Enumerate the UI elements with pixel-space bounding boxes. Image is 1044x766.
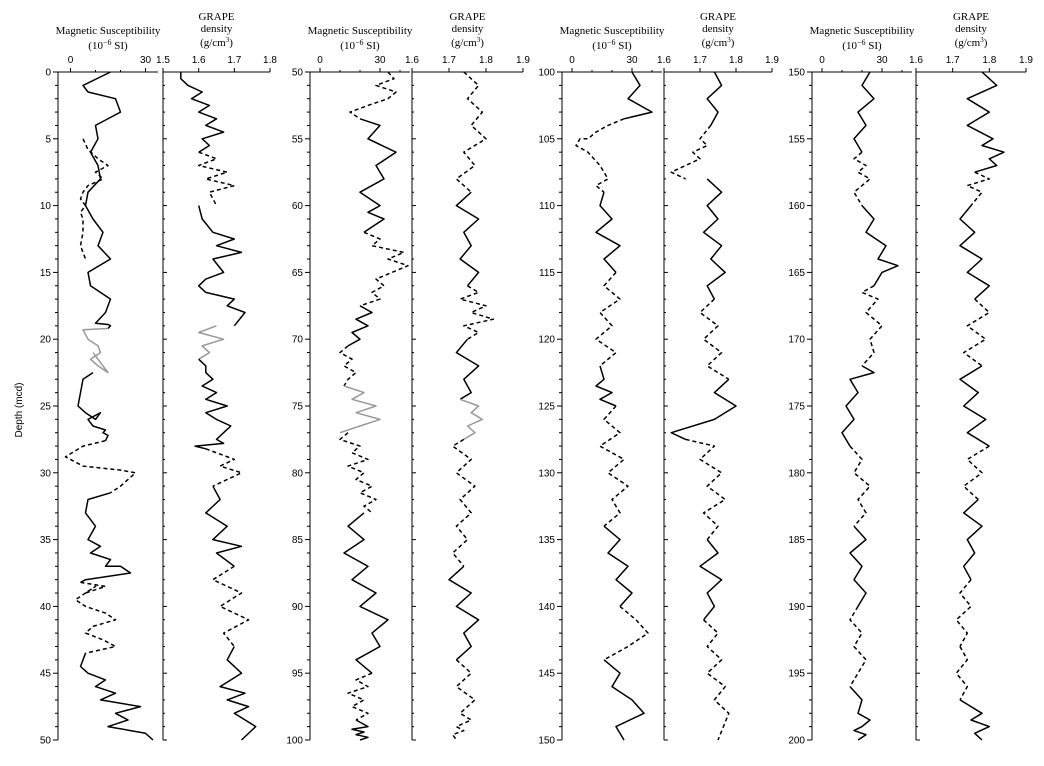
series-line-2-dashed [671,125,711,178]
series-line-3-solid [704,179,726,299]
depth-tick-label: 40 [39,601,51,613]
series-line-8-dashed [453,660,475,740]
series-line-6-dashed [600,406,628,526]
depth-tick-label: 160 [788,201,805,213]
x-tick-label: 30 [876,55,888,66]
series-line-9-solid [850,687,870,740]
panel-6 [657,11,779,740]
unit-sup: −6 [102,37,112,47]
unit-end: ) [730,37,735,49]
depth-tick-label: 150 [538,735,555,747]
series-line-6-dashed [206,449,242,486]
series-line-3-dashed [360,232,408,305]
series-line-1-solid [854,72,874,152]
depth-tick-label: 15 [39,267,51,279]
depth-tick-label: 115 [539,267,555,279]
series-line-1-dashed [350,72,396,119]
panel-title: Magnetic Susceptibility [55,25,161,37]
depth-tick-label: 120 [538,334,555,346]
series-line-2-dashed [854,152,870,205]
series-line-2-solid [456,192,478,286]
unit-sup: −6 [354,37,364,47]
x-tick-label: 1.6 [405,55,419,66]
depth-tick-label: 70 [291,334,303,346]
series-line-3-solid [862,206,898,286]
panel-unit [451,36,484,49]
series-line-2-dashed [199,152,235,205]
series-line-3-solid [960,206,989,300]
series-line-4-solid [78,373,108,441]
panel-unit [88,38,128,53]
series-line-7-solid [604,526,632,606]
series-line-8-solid [81,653,154,740]
series-line-5-solid [460,399,482,439]
depth-tick-label: 175 [788,401,805,413]
depth-tick-label: 150 [788,67,805,79]
x-tick-label: 1.9 [765,55,779,66]
depth-tick-label: 145 [538,668,555,680]
panel-2 [156,11,277,740]
series-line-1-solid [181,72,224,152]
series-line-8-dashed [604,606,648,659]
panel-unit [340,38,380,53]
panels [40,11,1034,747]
series-line-9-solid [604,660,644,740]
series-line-6-dashed [850,446,870,526]
series-line-4-dashed [964,299,990,366]
panel-subtitle: density [702,23,734,35]
unit-base: (10 [592,40,607,52]
unit-base: (10 [88,40,103,52]
panel-unit [200,36,233,49]
series-line-5-dashed [340,346,356,386]
panel-title: Magnetic Susceptibility [809,25,915,37]
y-axis-label: Depth (mcd) [14,382,25,438]
series-line-5-solid [195,359,231,449]
depth-tick-label: 140 [538,601,555,613]
depth-tick-label: 85 [291,535,303,547]
series-line-8-dashed [213,566,249,646]
depth-tick-label: 20 [39,334,51,346]
unit-base: (g/cm [451,37,477,49]
series-line-5-solid [960,366,989,446]
series-line-4-solid [199,326,224,359]
depth-tick-label: 10 [39,201,51,213]
series-line-5-solid [671,379,736,439]
unit-sup: 3 [980,36,984,44]
x-tick-label: 1.7 [442,55,456,66]
panel-subtitle: density [200,23,233,35]
depth-tick-label: 155 [788,134,805,146]
depth-tick-label: 5 [45,134,51,146]
depth-tick-label: 180 [788,468,805,480]
panel-title: GRAPE [699,11,737,23]
depth-tick-label: 0 [45,67,51,79]
series-line-7-dashed [76,582,116,653]
panel-8 [909,11,1033,740]
series-line-7-solid [964,500,982,580]
depth-tick-label: 90 [291,601,303,613]
panel-subtitle: density [955,23,987,35]
depth-tick-label: 100 [538,67,555,79]
series-line-8-solid [344,513,388,673]
series-line-3-solid [83,329,108,373]
series-line-4-dashed [862,286,882,366]
unit-sup: −6 [856,37,866,47]
depth-tick-label: 45 [39,668,51,680]
series-line-9-dashed [956,647,967,700]
x-tick-label: 1.9 [1019,55,1033,66]
depth-tick-label: 165 [788,267,805,279]
series-line-1-dashed [456,72,486,192]
depth-tick-label: 110 [539,201,555,213]
panel-subtitle: density [451,23,484,35]
depth-tick-label: 35 [39,535,51,547]
series-line-9-dashed [348,673,372,720]
series-line-10-solid [352,720,368,740]
x-tick-label: 1.8 [263,55,277,66]
x-tick-label: 1.6 [657,55,671,66]
unit-end: ) [229,37,233,49]
unit-base: (g/cm [701,37,728,49]
unit-end: SI) [363,40,380,52]
series-line-8-dashed [956,580,971,647]
x-tick-label: 1.8 [982,55,997,66]
unit-base: (10 [842,40,857,52]
panel-unit [955,36,988,49]
x-tick-label: 1.7 [693,55,707,66]
panel-4 [405,11,530,740]
x-tick-label: 30 [374,55,386,66]
unit-end: SI) [865,40,882,52]
depth-tick-label: 75 [291,401,303,413]
panel-3 [286,25,413,747]
unit-base: (g/cm [200,37,226,49]
unit-sup: 3 [476,36,481,44]
x-tick-label: 1.9 [516,55,530,66]
series-line-3-solid [199,206,245,326]
panel-title: Magnetic Susceptibility [307,25,413,37]
unit-end: SI) [615,40,632,52]
series-line-1-solid [707,72,721,125]
depth-tick-label: 30 [39,468,51,480]
series-line-5-solid [842,366,874,446]
x-tick-label: 1.8 [729,55,743,66]
panel-5 [538,25,665,747]
series-line-4-dashed [700,299,729,379]
series-line-8-dashed [704,620,729,740]
depth-tick-label: 195 [788,668,805,680]
depth-tick-label: 25 [39,401,51,413]
x-tick-label: 0 [317,55,323,66]
x-tick-label: 30 [626,55,638,66]
series-line-8-dashed [850,606,866,686]
depth-tick-label: 190 [788,601,805,613]
series-line-6-solid [340,386,380,433]
x-tick-label: 1.8 [479,55,493,66]
series-line-6-dashed [686,439,726,539]
series-line-6-solid [81,493,131,583]
panel-unit [842,38,882,53]
x-tick-label: 0 [67,55,74,66]
unit-sup: 3 [225,36,230,44]
panel-title: Magnetic Susceptibility [559,25,665,37]
series-line-9-solid [220,647,256,741]
series-line-7-solid [206,486,242,566]
panel-title: GRAPE [449,11,486,23]
series-line-7-solid [449,566,479,660]
unit-base: (g/cm [954,37,981,49]
unit-end: ) [983,37,988,49]
series-line-7-solid [700,540,722,620]
series-line-6-dashed [964,446,990,499]
depth-tick-label: 50 [39,735,51,747]
x-tick-label: 1.7 [227,55,242,66]
unit-sup: −6 [606,37,616,47]
panel-7 [788,25,915,747]
series-line-5-solid [596,366,616,406]
x-tick-label: 1.6 [909,55,923,66]
unit-base: (10 [340,40,355,52]
depth-tick-label: 135 [538,535,555,547]
panel-title: GRAPE [952,11,990,23]
panel-unit [702,36,735,49]
depth-tick-label: 50 [291,67,303,79]
depth-tick-label: 125 [538,401,555,413]
depth-tick-label: 185 [788,535,805,547]
unit-sup: 3 [727,36,731,44]
panel-unit [592,38,632,53]
depth-tick-label: 60 [291,201,303,213]
x-tick-label: 1.7 [945,55,960,66]
depth-tick-label: 170 [788,334,805,346]
series-line-1-solid [624,72,652,119]
depth-tick-label: 65 [291,267,303,279]
depth-tick-label: 100 [286,735,303,747]
x-tick-label: 0 [819,55,825,66]
series-line-7-dashed [340,433,376,513]
x-tick-label: 1.6 [191,55,206,66]
series-line-4-solid [348,306,372,346]
series-line-2-dashed [967,172,989,205]
x-tick-label: 30 [139,55,152,66]
panel-title: GRAPE [198,11,235,23]
series-line-1-solid [83,72,121,329]
series-line-7-solid [850,526,866,606]
series-line-1-solid [967,72,1004,172]
depth-tick-label: 200 [788,735,805,747]
x-tick-label: 0 [569,55,575,66]
unit-end: ) [480,37,484,49]
series-line-2-solid [360,119,396,233]
x-tick-label: 1.5 [156,55,170,66]
depth-tick-label: 95 [291,668,303,680]
depth-tick-label: 130 [538,468,555,480]
series-line-6-dashed [453,439,475,566]
depth-tick-label: 80 [291,468,303,480]
series-line-3-solid [596,192,620,272]
depth-tick-label: 55 [291,134,303,146]
series-line-2-dashed [576,119,624,192]
unit-end: SI) [111,40,128,52]
series-line-4-dashed [596,272,620,366]
series-line-10-solid [960,700,989,740]
depth-tick-label: 105 [538,134,555,146]
series-line-3-dashed [460,286,493,339]
panel-1 [40,25,161,747]
series-line-5-dashed [66,441,136,493]
series-line-4-solid [456,339,478,399]
series-line-2-dashed [81,139,109,259]
